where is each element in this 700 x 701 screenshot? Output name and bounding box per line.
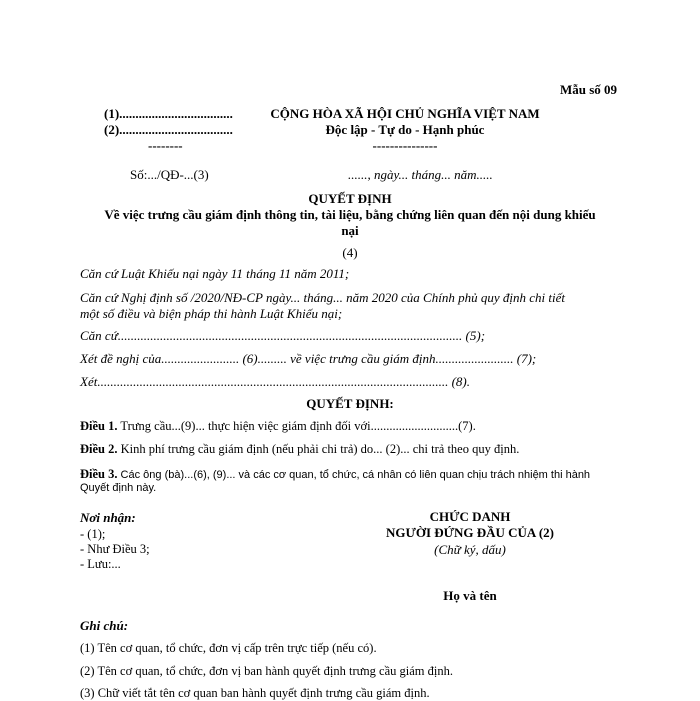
- document-subtitle-line2: nại: [341, 223, 359, 238]
- preamble-law: Căn cứ Luật Khiếu nại ngày 11 tháng 11 năm 2011;: [80, 266, 350, 281]
- article-1-label: Điều 1.: [80, 419, 118, 433]
- note-item: (2) Tên cơ quan, tổ chức, đơn vị ban hành quyết định trưng cầu giám định.: [80, 664, 453, 678]
- article-3: [80, 465, 590, 483]
- signature-note: (Chữ ký, dấu): [434, 542, 506, 557]
- recipient-item: - Lưu:...: [80, 557, 121, 571]
- country-name: CỘNG HÒA XÃ HỘI CHỦ NGHĨA VIỆT NAM: [270, 106, 540, 121]
- note-item: (3) Chữ viết tắt tên cơ quan ban hành quyết định trưng cầu giám định.: [80, 686, 430, 700]
- article-3-text: Các ông (bà)...(6), (9)... và các cơ quan, tổ chức, cá nhân có liên quan chịu trách nhiệm thi hành: [117, 469, 591, 481]
- preamble-proposal: Xét đề nghị của........................ (6)......... về việc trưng cầu giám định........................ (7);: [80, 351, 537, 366]
- article-1-text: Trưng cầu...(9)... thực hiện việc giám định đối với............................(7).: [117, 419, 476, 433]
- motto-divider: ---------------: [372, 138, 438, 153]
- signer-name: Họ và tên: [443, 588, 497, 603]
- article-3-text-line2: Quyết định này.: [80, 482, 157, 494]
- article-1: [80, 419, 476, 434]
- preamble-decree-line2: một số điều và biện pháp thi hành Luật Khiếu nại;: [80, 306, 343, 321]
- signer-position: NGƯỜI ĐỨNG ĐẦU CỦA (2): [385, 525, 555, 540]
- note-item: (1) Tên cơ quan, tổ chức, đơn vị cấp trên trực tiếp (nếu có).: [80, 641, 377, 655]
- preamble-basis: Căn cứ.......................................................................................................... (5);: [80, 328, 486, 343]
- decision-number: Số:.../QĐ-...(3): [130, 167, 209, 182]
- superior-agency-line: (1)...................................: [104, 106, 233, 121]
- form-number: Mẫu số 09: [560, 82, 618, 97]
- national-motto: Độc lập - Tự do - Hạnh phúc: [325, 122, 485, 137]
- article-2: [80, 442, 519, 457]
- article-2-label: Điều 2.: [80, 442, 118, 456]
- article-3-label: Điều 3.: [80, 467, 118, 481]
- recipient-item: - (1);: [80, 527, 106, 541]
- decision-heading: QUYẾT ĐỊNH:: [306, 396, 394, 411]
- preamble-consider: Xét............................................................................................................ (8).: [80, 374, 470, 389]
- recipients-heading: Nơi nhận:: [80, 510, 136, 525]
- notes-heading: Ghi chú:: [80, 618, 129, 633]
- article-2-text: Kinh phí trưng cầu giám định (nếu phải chi trả) do... (2)... chi trả theo quy định.: [117, 442, 520, 456]
- place-date: ......, ngày... tháng... năm.....: [348, 167, 493, 182]
- signer-title: CHỨC DANH: [429, 509, 511, 524]
- document-subtitle-line1: Về việc trưng cầu giám định thông tin, tài liệu, bằng chứng liên quan đến nội dung khiếu: [104, 207, 596, 222]
- document-title: QUYẾT ĐỊNH: [308, 191, 392, 206]
- issuing-authority: (4): [342, 245, 358, 260]
- left-header-divider: --------: [148, 138, 183, 153]
- issuing-agency-line: (2)...................................: [104, 122, 233, 137]
- recipient-item: - Như Điều 3;: [80, 542, 150, 556]
- preamble-decree-line1: Căn cứ Nghị định số /2020/NĐ-CP ngày... tháng... năm 2020 của Chính phủ quy định chi tiết: [80, 290, 565, 305]
